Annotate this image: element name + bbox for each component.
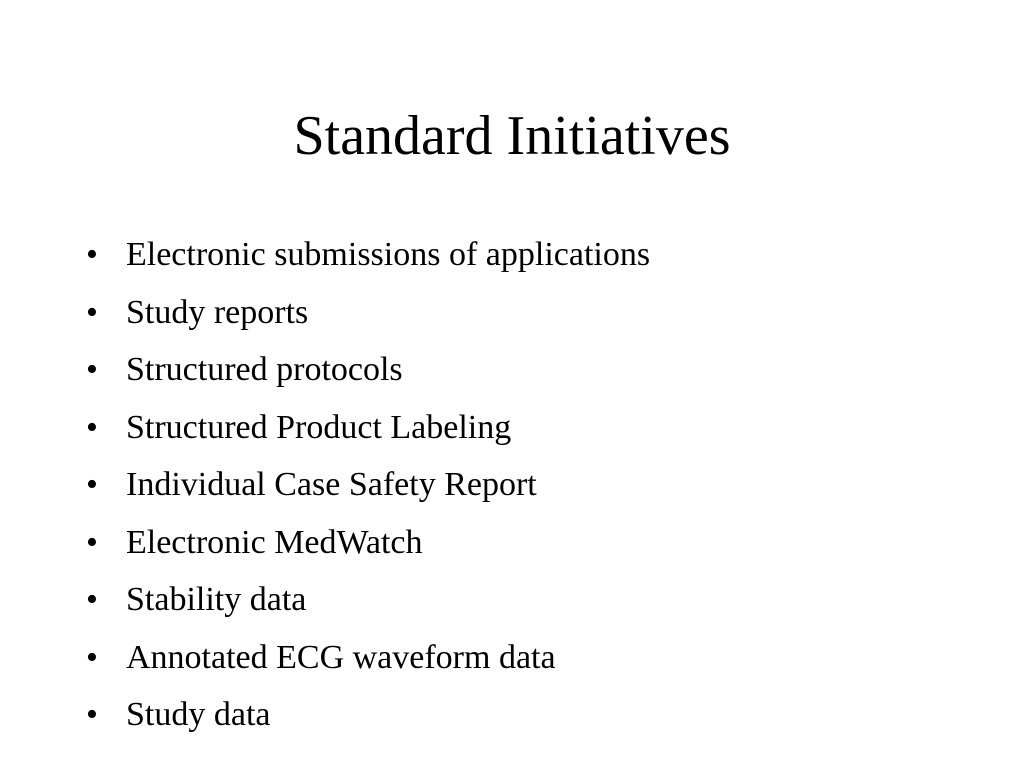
- bullet-text: Electronic submissions of applications: [126, 236, 651, 273]
- bullet-text: Structured protocols: [126, 351, 403, 388]
- bullet-text: Study reports: [126, 293, 309, 331]
- bullet-icon: •: [86, 466, 98, 503]
- bullet-text: Annotated ECG waveform data: [126, 638, 556, 676]
- bullet-icon: •: [86, 638, 98, 676]
- bullet-icon: •: [86, 408, 98, 446]
- bullet-text: Individual Case Safety Report: [126, 466, 537, 503]
- bullet-icon: •: [86, 236, 98, 273]
- bullet-text: Electronic MedWatch: [126, 523, 423, 561]
- bullet-icon: •: [86, 523, 98, 561]
- bullet-icon: •: [86, 293, 98, 331]
- bullet-icon: •: [86, 696, 98, 733]
- slide-title: Standard Initiatives: [293, 105, 731, 167]
- bullet-text: Stability data: [126, 581, 307, 618]
- bullet-icon: •: [86, 581, 98, 618]
- bullet-text: Study data: [126, 696, 271, 733]
- bullet-icon: •: [86, 351, 98, 388]
- bullet-text: Structured Product Labeling: [126, 408, 512, 446]
